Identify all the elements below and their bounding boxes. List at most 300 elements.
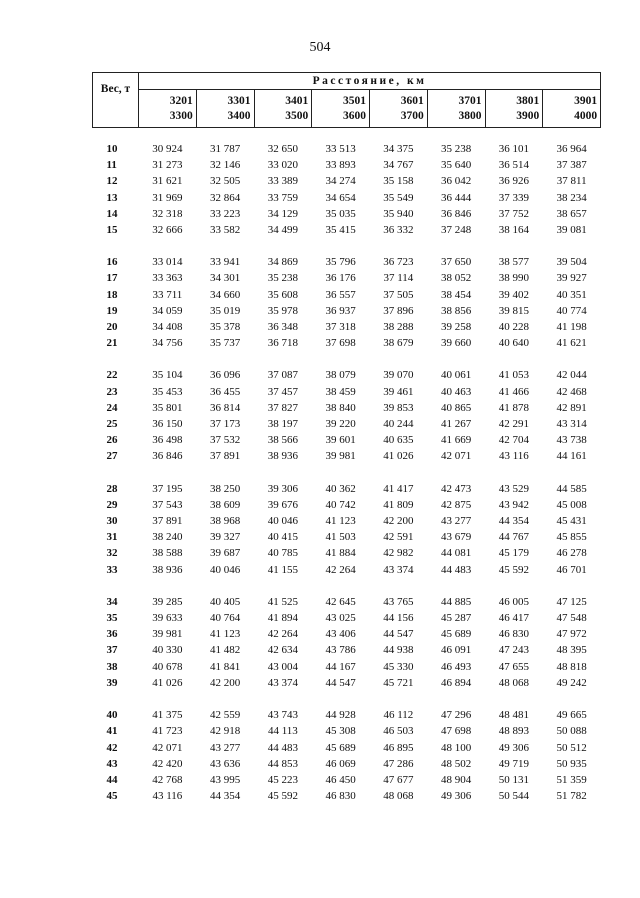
tariff-cell: 36 498 [152, 434, 183, 447]
tariff-cell: 43 277 [441, 515, 472, 528]
tariff-cell: 41 026 [383, 450, 414, 463]
table-row [93, 529, 601, 545]
tariff-cell: 38 234 [556, 191, 587, 204]
table-row [93, 772, 601, 788]
tariff-cell: 45 223 [267, 773, 298, 786]
tariff-cell: 44 938 [383, 644, 414, 657]
weight-cell: 33 [106, 563, 118, 576]
range-to: 3400 [227, 109, 251, 122]
tariff-cell: 44 081 [441, 547, 472, 560]
table-row [93, 319, 601, 335]
tariff-cell: 41 375 [152, 709, 183, 722]
tariff-cell: 33 223 [210, 207, 241, 220]
tariff-cell: 50 131 [498, 773, 529, 786]
tariff-cell: 39 981 [325, 450, 356, 463]
tariff-cell: 40 640 [498, 337, 529, 350]
tariff-cell: 42 473 [441, 482, 472, 495]
tariff-cell: 43 025 [325, 612, 356, 625]
spacer-cell [93, 351, 601, 367]
tariff-cell: 48 893 [498, 725, 529, 738]
weight-cell: 19 [106, 304, 118, 317]
tariff-cell: 45 330 [383, 660, 414, 673]
tariff-cell: 42 768 [152, 773, 183, 786]
tariff-cell: 43 116 [498, 450, 529, 463]
tariff-cell: 39 327 [210, 531, 241, 544]
table-header [93, 73, 601, 128]
tariff-table-container [92, 72, 600, 804]
tariff-cell: 44 767 [498, 531, 529, 544]
tariff-cell: 43 529 [498, 482, 529, 495]
weight-cell: 21 [106, 337, 118, 350]
tariff-cell: 40 046 [267, 515, 298, 528]
tariff-cell: 48 068 [383, 790, 414, 803]
tariff-cell: 41 884 [325, 547, 356, 560]
tariff-cell: 35 158 [383, 175, 414, 188]
group-spacer [93, 691, 601, 707]
tariff-cell: 41 669 [441, 434, 472, 447]
tariff-cell: 36 718 [267, 337, 298, 350]
tariff-cell: 35 238 [441, 143, 472, 155]
tariff-cell: 35 640 [441, 159, 472, 172]
tariff-cell: 40 764 [210, 612, 241, 625]
tariff-cell: 37 698 [325, 337, 356, 350]
tariff-cell: 38 240 [152, 531, 183, 544]
tariff-cell: 39 306 [267, 482, 298, 495]
table-row [93, 497, 601, 513]
weight-cell: 14 [106, 207, 118, 220]
tariff-cell: 37 543 [152, 498, 183, 511]
tariff-cell: 42 291 [498, 418, 529, 431]
tariff-cell: 40 865 [441, 401, 472, 414]
tariff-cell: 30 924 [152, 143, 183, 155]
range-to: 3900 [516, 109, 540, 122]
tariff-cell: 36 846 [441, 207, 472, 220]
group-spacer [93, 578, 601, 594]
tariff-cell: 49 665 [556, 709, 587, 722]
group-spacer [93, 351, 601, 367]
tariff-cell: 46 069 [325, 757, 356, 770]
tariff-cell: 41 482 [210, 644, 241, 657]
table-row [93, 513, 601, 529]
tariff-cell: 44 547 [325, 676, 356, 689]
weight-cell: 28 [106, 482, 118, 495]
tariff-cell: 41 621 [556, 337, 587, 350]
tariff-cell: 42 420 [152, 757, 183, 770]
tariff-cell: 33 893 [325, 159, 356, 172]
tariff-cell: 49 306 [498, 741, 529, 754]
tariff-cell: 42 918 [210, 725, 241, 738]
tariff-cell: 47 125 [556, 595, 587, 608]
tariff-cell: 33 582 [210, 224, 241, 237]
range-to: 3300 [169, 109, 193, 122]
table-row [93, 707, 601, 723]
tariff-cell: 51 359 [556, 773, 587, 786]
tariff-cell: 48 818 [556, 660, 587, 673]
tariff-cell: 40 330 [152, 644, 183, 657]
tariff-cell: 39 220 [325, 418, 356, 431]
tariff-cell: 33 014 [152, 256, 183, 269]
tariff-cell: 40 415 [267, 531, 298, 544]
tariff-cell: 35 801 [152, 401, 183, 414]
tariff-cell: 41 878 [498, 401, 529, 414]
tariff-cell: 40 046 [210, 563, 241, 576]
tariff-cell: 45 008 [556, 498, 587, 511]
table-row [93, 141, 601, 157]
range-to: 3600 [343, 109, 366, 122]
tariff-cell: 42 591 [383, 531, 414, 544]
tariff-cell: 36 444 [441, 191, 472, 204]
table-row [93, 416, 601, 432]
tariff-cell: 38 840 [325, 401, 356, 414]
tariff-cell: 41 267 [441, 418, 472, 431]
tariff-cell: 33 363 [152, 272, 183, 285]
weight-cell: 24 [106, 401, 118, 414]
tariff-cell: 39 258 [441, 321, 472, 334]
tariff-cell: 43 942 [498, 498, 529, 511]
tariff-cell: 37 087 [267, 369, 298, 382]
distance-range-header [485, 90, 543, 128]
distance-range-header [312, 90, 370, 128]
tariff-cell: 48 481 [498, 709, 529, 722]
tariff-cell: 36 814 [210, 401, 241, 414]
tariff-cell: 32 666 [152, 224, 183, 237]
tariff-cell: 43 743 [267, 709, 298, 722]
tariff-cell: 40 742 [325, 498, 356, 511]
tariff-cell: 39 285 [152, 595, 183, 608]
table-row [93, 400, 601, 416]
distance-range-header [196, 90, 254, 128]
tariff-cell: 42 875 [441, 498, 472, 511]
tariff-cell: 36 514 [498, 159, 529, 172]
table-row [93, 270, 601, 286]
weight-cell: 40 [106, 709, 118, 722]
tariff-cell: 43 374 [267, 676, 298, 689]
weight-cell: 15 [106, 224, 118, 237]
tariff-cell: 43 765 [383, 595, 414, 608]
tariff-cell: 36 557 [325, 288, 356, 301]
tariff-cell: 36 332 [383, 224, 414, 237]
tariff-cell: 37 650 [441, 256, 472, 269]
weight-cell: 30 [106, 515, 118, 528]
tariff-cell: 47 243 [498, 644, 529, 657]
tariff-cell: 35 035 [325, 207, 356, 220]
tariff-cell: 45 431 [556, 515, 587, 528]
spacer-cell [93, 691, 601, 707]
tariff-cell: 37 457 [267, 385, 298, 398]
tariff-cell: 45 721 [383, 676, 414, 689]
tariff-cell: 46 503 [383, 725, 414, 738]
tariff-cell: 39 601 [325, 434, 356, 447]
tariff-cell: 36 964 [556, 143, 587, 155]
spacer-cell [93, 238, 601, 254]
tariff-cell: 42 264 [325, 563, 356, 576]
tariff-cell: 44 113 [267, 725, 298, 738]
table-row [93, 545, 601, 561]
tariff-cell: 47 286 [383, 757, 414, 770]
tariff-cell: 46 450 [325, 773, 356, 786]
tariff-cell: 43 277 [210, 741, 241, 754]
tariff-cell: 40 678 [152, 660, 183, 673]
weight-cell: 41 [106, 725, 118, 738]
tariff-cell: 39 402 [498, 288, 529, 301]
tariff-cell: 39 081 [556, 224, 587, 237]
tariff-cell: 37 114 [383, 272, 414, 285]
tariff-cell: 48 502 [441, 757, 472, 770]
tariff-cell: 33 711 [152, 288, 183, 301]
tariff-cell: 49 719 [498, 757, 529, 770]
tariff-cell: 40 228 [498, 321, 529, 334]
weight-cell: 35 [106, 612, 118, 625]
tariff-cell: 42 634 [267, 644, 298, 657]
tariff-cell: 44 853 [267, 757, 298, 770]
tariff-cell: 32 146 [210, 159, 241, 172]
range-from: 3801 [516, 94, 540, 107]
tariff-cell: 38 609 [210, 498, 241, 511]
tariff-cell: 35 415 [325, 224, 356, 237]
tariff-cell: 49 306 [441, 790, 472, 803]
distance-range-header [543, 90, 601, 128]
tariff-cell: 41 123 [325, 515, 356, 528]
tariff-cell: 39 461 [383, 385, 414, 398]
tariff-cell: 40 463 [441, 385, 472, 398]
tariff-cell: 45 592 [498, 563, 529, 576]
tariff-cell: 45 689 [441, 628, 472, 641]
tariff-cell: 36 846 [152, 450, 183, 463]
weight-cell: 23 [106, 385, 118, 398]
tariff-cell: 46 493 [441, 660, 472, 673]
spacer-cell [93, 465, 601, 481]
table-row [93, 287, 601, 303]
tariff-cell: 40 061 [441, 369, 472, 382]
tariff-cell: 48 395 [556, 644, 587, 657]
spacer-cell [93, 578, 601, 594]
tariff-cell: 46 895 [383, 741, 414, 754]
tariff-cell: 42 559 [210, 709, 241, 722]
tariff-cell: 40 351 [556, 288, 587, 301]
tariff-cell: 37 532 [210, 434, 241, 447]
tariff-cell: 38 566 [267, 434, 298, 447]
tariff-cell: 39 981 [152, 628, 183, 641]
distance-range-header [427, 90, 485, 128]
weight-cell: 20 [106, 321, 118, 334]
tariff-cell: 35 238 [267, 272, 298, 285]
tariff-cell: 41 723 [152, 725, 183, 738]
range-from: 3901 [574, 94, 598, 107]
weight-cell: 26 [106, 434, 118, 447]
tariff-cell: 37 811 [556, 175, 587, 188]
tariff-cell: 42 468 [556, 385, 587, 398]
tariff-cell: 36 150 [152, 418, 183, 431]
tariff-cell: 37 318 [325, 321, 356, 334]
tariff-cell: 37 173 [210, 418, 241, 431]
tariff-cell: 36 176 [325, 272, 356, 285]
tariff-cell: 48 904 [441, 773, 472, 786]
tariff-cell: 32 864 [210, 191, 241, 204]
tariff-cell: 33 941 [210, 256, 241, 269]
tariff-cell: 37 339 [498, 191, 529, 204]
tariff-cell: 44 885 [441, 595, 472, 608]
table-row [93, 173, 601, 189]
tariff-cell: 42 200 [383, 515, 414, 528]
tariff-cell: 39 676 [267, 498, 298, 511]
tariff-cell: 46 894 [441, 676, 472, 689]
weight-cell: 34 [106, 595, 118, 608]
table-row [93, 723, 601, 739]
tariff-cell: 44 161 [556, 450, 587, 463]
tariff-cell: 38 164 [498, 224, 529, 237]
weight-cell: 13 [106, 191, 118, 204]
weight-cell: 12 [106, 175, 118, 188]
tariff-cell: 39 504 [556, 256, 587, 269]
tariff-cell: 43 374 [383, 563, 414, 576]
tariff-cell: 46 830 [498, 628, 529, 641]
tariff-cell: 35 737 [210, 337, 241, 350]
table-row [93, 206, 601, 222]
tariff-cell: 37 387 [556, 159, 587, 172]
tariff-cell: 36 096 [210, 369, 241, 382]
tariff-cell: 34 654 [325, 191, 356, 204]
tariff-cell: 42 704 [498, 434, 529, 447]
tariff-cell: 51 782 [556, 790, 587, 803]
tariff-cell: 42 264 [267, 628, 298, 641]
tariff-cell: 36 937 [325, 304, 356, 317]
range-to: 3800 [458, 109, 482, 122]
weight-cell: 25 [106, 418, 118, 431]
tariff-cell: 38 454 [441, 288, 472, 301]
tariff-cell: 34 767 [383, 159, 414, 172]
tariff-cell: 37 891 [210, 450, 241, 463]
tariff-cell: 45 689 [325, 741, 356, 754]
tariff-cell: 34 274 [325, 175, 356, 188]
tariff-cell: 41 417 [383, 482, 414, 495]
group-spacer [93, 238, 601, 254]
tariff-cell: 33 020 [267, 159, 298, 172]
tariff-cell: 34 869 [267, 256, 298, 269]
tariff-cell: 48 100 [441, 741, 472, 754]
tariff-cell: 43 406 [325, 628, 356, 641]
range-from: 3701 [458, 94, 482, 107]
tariff-cell: 42 891 [556, 401, 587, 414]
table-row [93, 594, 601, 610]
range-from: 3501 [343, 94, 366, 107]
table-row [93, 481, 601, 497]
tariff-cell: 39 633 [152, 612, 183, 625]
tariff-cell: 35 019 [210, 304, 241, 317]
tariff-cell: 46 091 [441, 644, 472, 657]
weight-cell: 32 [106, 547, 118, 560]
table-row [93, 562, 601, 578]
tariff-cell: 32 318 [152, 207, 183, 220]
tariff-cell: 47 655 [498, 660, 529, 673]
tariff-cell: 35 978 [267, 304, 298, 317]
table-row [93, 335, 601, 351]
tariff-cell: 43 679 [441, 531, 472, 544]
tariff-cell: 35 608 [267, 288, 298, 301]
weight-cell: 42 [106, 741, 118, 754]
tariff-cell: 50 088 [556, 725, 587, 738]
table-row [93, 367, 601, 383]
tariff-cell: 43 636 [210, 757, 241, 770]
tariff-cell: 37 896 [383, 304, 414, 317]
tariff-cell: 34 660 [210, 288, 241, 301]
tariff-cell: 38 657 [556, 207, 587, 220]
tariff-cell: 46 417 [498, 612, 529, 625]
tariff-cell: 38 250 [210, 482, 241, 495]
tariff-cell: 50 935 [556, 757, 587, 770]
tariff-cell: 38 936 [152, 563, 183, 576]
distance-range-header [254, 90, 312, 128]
tariff-cell: 45 308 [325, 725, 356, 738]
weight-cell: 11 [106, 159, 117, 172]
tariff-cell: 44 156 [383, 612, 414, 625]
tariff-cell: 46 830 [325, 790, 356, 803]
tariff-cell: 38 679 [383, 337, 414, 350]
tariff-cell: 44 547 [383, 628, 414, 641]
group-spacer [93, 465, 601, 481]
weight-cell: 44 [106, 773, 118, 786]
tariff-cell: 40 244 [383, 418, 414, 431]
tariff-cell: 32 650 [267, 143, 298, 155]
tariff-cell: 42 071 [441, 450, 472, 463]
table-row [93, 740, 601, 756]
tariff-cell: 34 129 [267, 207, 298, 220]
tariff-cell: 47 698 [441, 725, 472, 738]
tariff-cell: 33 513 [325, 143, 356, 155]
weight-cell: 31 [106, 531, 118, 544]
distance-ranges-row [93, 90, 601, 128]
table-row [93, 222, 601, 238]
tariff-cell: 36 348 [267, 321, 298, 334]
tariff-cell: 39 853 [383, 401, 414, 414]
weight-cell: 43 [106, 757, 118, 770]
tariff-cell: 44 354 [498, 515, 529, 528]
table-row [93, 157, 601, 173]
tariff-cell: 37 891 [152, 515, 183, 528]
weight-cell: 27 [106, 450, 118, 463]
tariff-cell: 47 548 [556, 612, 587, 625]
tariff-cell: 43 314 [556, 418, 587, 431]
table-row [93, 756, 601, 772]
table-row [93, 659, 601, 675]
weight-cell: 38 [106, 660, 118, 673]
tariff-cell: 40 774 [556, 304, 587, 317]
weight-cell: 37 [106, 644, 118, 657]
tariff-cell: 50 512 [556, 741, 587, 754]
weight-cell: 10 [106, 143, 118, 155]
tariff-cell: 38 288 [383, 321, 414, 334]
range-from: 3301 [227, 94, 251, 107]
distance-range-header [370, 90, 428, 128]
range-from: 3601 [400, 94, 424, 107]
tariff-cell: 35 453 [152, 385, 183, 398]
group-spacer [93, 128, 601, 142]
tariff-cell: 34 059 [152, 304, 183, 317]
tariff-cell: 50 544 [498, 790, 529, 803]
range-from: 3401 [285, 94, 309, 107]
table-row [93, 675, 601, 691]
range-from: 3201 [169, 94, 193, 107]
tariff-cell: 42 071 [152, 741, 183, 754]
tariff-table [92, 72, 601, 804]
tariff-cell: 41 466 [498, 385, 529, 398]
tariff-cell: 41 503 [325, 531, 356, 544]
tariff-cell: 37 195 [152, 482, 183, 495]
tariff-cell: 34 756 [152, 337, 183, 350]
weight-cell: 36 [106, 628, 118, 641]
weight-cell: 45 [106, 790, 118, 803]
tariff-cell: 33 759 [267, 191, 298, 204]
tariff-cell: 38 968 [210, 515, 241, 528]
